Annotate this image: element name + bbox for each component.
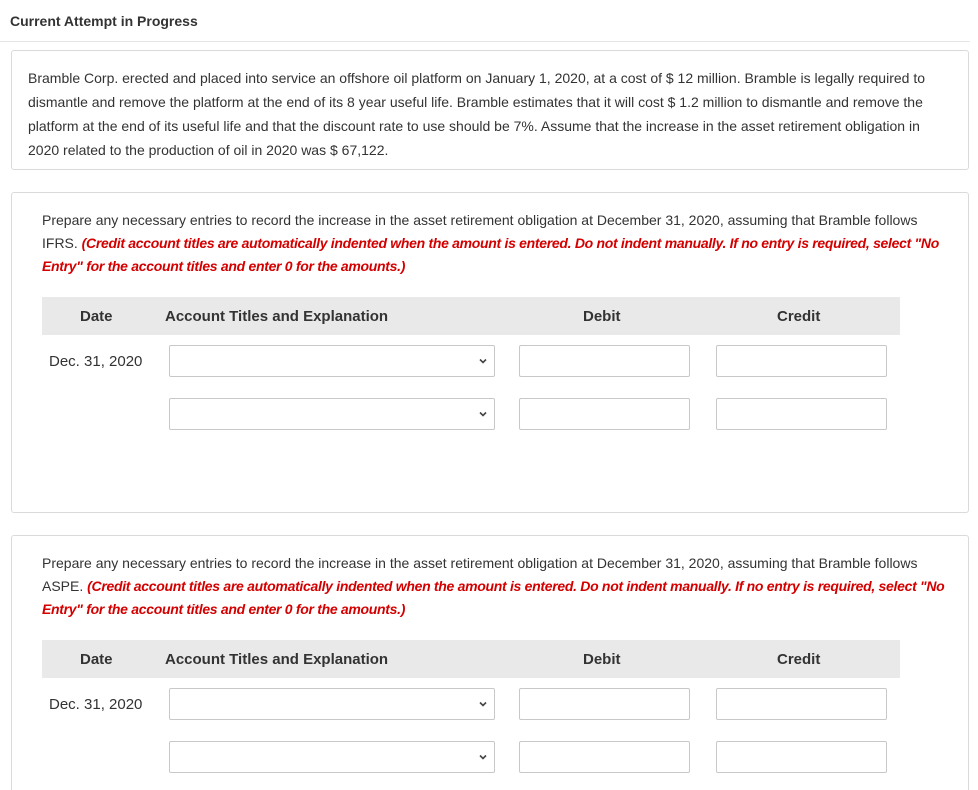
account-title-select[interactable] (169, 345, 495, 377)
instruction-text: Prepare any necessary entries to record the increase in the asset retirement obligation at December 31, 2020, assuming that Bramble follows IFRS. (42, 212, 918, 251)
chevron-down-icon (478, 699, 488, 709)
problem-text: Bramble Corp. erected and placed into service an offshore oil platform on January 1, 2020, at a cost of $ 12 million. Bramble is legally required to dismantle and remove the platform at the end of its 8 year useful life. Bramble estimates that it will cost $ 1.2 million to dismantle and remove the platform at the end of its useful life and that the discount rate to use should be 7%. Assume that the increase in the asset retirement obligation in 2020 related to the production of oil in 2020 was $ 67,122. (28, 70, 926, 158)
part-aspe-card (11, 535, 969, 790)
column-header-account: Account Titles and Explanation (165, 308, 389, 325)
column-header-date: Date (80, 651, 113, 668)
entry-date: Dec. 31, 2020 (49, 353, 143, 370)
debit-input[interactable] (519, 688, 690, 720)
chevron-down-icon (478, 752, 488, 762)
instruction (42, 209, 947, 278)
credit-input[interactable] (716, 741, 887, 773)
account-title-select[interactable] (169, 398, 495, 430)
column-header-credit: Credit (777, 308, 821, 325)
column-header-date: Date (80, 308, 113, 325)
debit-input[interactable] (519, 741, 690, 773)
account-title-select[interactable] (169, 741, 495, 773)
header (0, 0, 970, 42)
column-header-credit: Credit (777, 651, 821, 668)
column-header-account: Account Titles and Explanation (165, 651, 389, 668)
page-title: Current Attempt in Progress (10, 13, 198, 29)
credit-input[interactable] (716, 398, 887, 430)
chevron-down-icon (478, 356, 488, 366)
debit-input[interactable] (519, 345, 690, 377)
instruction-text: Prepare any necessary entries to record the increase in the asset retirement obligation at December 31, 2020, assuming that Bramble follows ASPE. (42, 555, 918, 594)
column-header-debit: Debit (583, 308, 621, 325)
column-header-debit: Debit (583, 651, 621, 668)
entry-date: Dec. 31, 2020 (49, 696, 143, 713)
instruction-note: (Credit account titles are automatically indented when the amount is entered. Do not indent manually. If no entry is required, select "No Entry" for the account titles and enter 0 for the amounts.) (42, 578, 945, 617)
credit-input[interactable] (716, 345, 887, 377)
problem-card (11, 50, 969, 170)
table-header (42, 640, 900, 678)
instruction-note: (Credit account titles are automatically indented when the amount is entered. Do not indent manually. If no entry is required, select "No Entry" for the account titles and enter 0 for the amounts.) (42, 235, 939, 274)
chevron-down-icon (478, 409, 488, 419)
table-header (42, 297, 900, 335)
part-ifrs-card (11, 192, 969, 513)
debit-input[interactable] (519, 398, 690, 430)
account-title-select[interactable] (169, 688, 495, 720)
instruction (42, 552, 947, 621)
credit-input[interactable] (716, 688, 887, 720)
